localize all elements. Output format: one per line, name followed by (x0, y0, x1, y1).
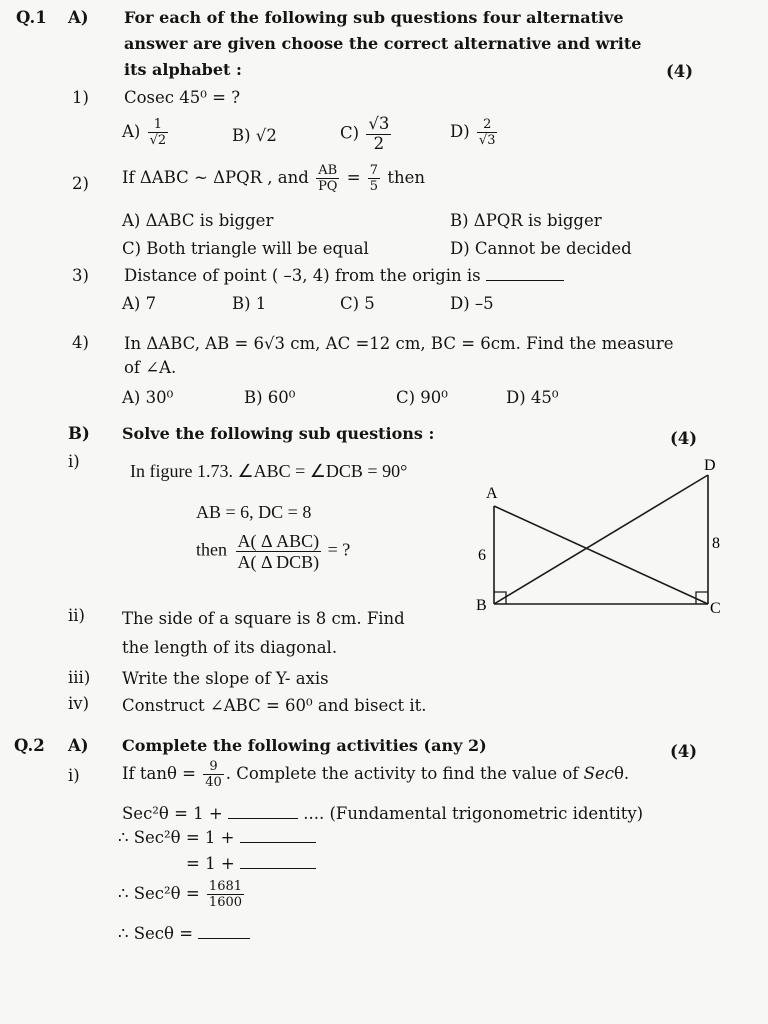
q2-label: Q.2 (14, 736, 45, 755)
question-text: In ΔABC, AB = 6√3 cm, AC =12 cm, BC = 6cm. Find the measure (124, 334, 674, 353)
length-ab: 6 (478, 547, 486, 564)
answer-blank[interactable] (228, 818, 298, 819)
option-b: B) 1 (232, 294, 267, 313)
activity-line-4: ∴ Sec²θ = $\frac{1681}{1600}$ (118, 879, 243, 910)
q1a-instruction-line3: its alphabet : (124, 60, 242, 79)
answer-blank[interactable] (240, 868, 316, 869)
label-d: D (704, 457, 716, 474)
q1-label: Q.1 (16, 8, 47, 27)
question-text: Cosec 45⁰ = ? (124, 88, 241, 107)
question-number: 2) (72, 174, 89, 193)
answer-blank[interactable] (198, 938, 250, 939)
q2a-instruction: Complete the following activities (any 2) (122, 736, 487, 755)
question-number: i) (68, 766, 80, 785)
activity-line-1: Sec²θ = 1 + .... (Fundamental trigonometric identity) (122, 804, 644, 823)
activity-line-2: ∴ Sec²θ = 1 + (118, 830, 316, 847)
q2a-marks: (4) (670, 742, 698, 761)
question-text-cont: of ∠A. (124, 358, 177, 377)
question-text: The side of a square is 8 cm. Find (122, 609, 405, 628)
question-text: Construct ∠ABC = 60⁰ and bisect it. (122, 696, 427, 715)
triangle-figure (470, 450, 740, 625)
option-d: D) Cannot be decided (450, 239, 632, 258)
length-dc: 8 (712, 535, 720, 552)
option-b: B) √2 (232, 126, 277, 145)
figure-statement: In figure 1.73. ∠ABC = ∠DCB = 90° (130, 461, 408, 481)
question-number: iv) (68, 694, 90, 713)
given-values: AB = 6, DC = 8 (196, 502, 312, 522)
option-d: D) –5 (450, 294, 494, 313)
question-number: iii) (68, 668, 91, 687)
activity-line-5: ∴ Secθ = (118, 926, 250, 943)
answer-blank[interactable] (486, 280, 564, 281)
label-b: B (476, 597, 487, 614)
activity-line-3: = 1 + (186, 856, 316, 873)
q1b-instruction: Solve the following sub questions : (122, 424, 435, 443)
label-c: C (710, 600, 721, 617)
question-text: Write the slope of Y- axis (122, 669, 329, 688)
label-a: A (486, 485, 498, 502)
question-text: If tanθ = $\frac{9}{40}$ . Complete the activity to find the value of Secθ. (122, 759, 630, 790)
option-a: A) ΔABC is bigger (122, 211, 274, 230)
question-text-cont: the length of its diagonal. (122, 638, 338, 657)
option-a: A) 30⁰ (122, 388, 174, 407)
question-number: i) (68, 452, 80, 471)
answer-blank[interactable] (240, 842, 316, 843)
q1a-instruction-line1: For each of the following sub questions four alternative (124, 8, 624, 27)
question-text: If ΔABC ~ ΔPQR , and $\frac{AB}{PQ}$ = $\frac{7}{5}$ then (122, 163, 425, 194)
option-c: C) 90⁰ (396, 388, 448, 407)
option-a: A) $\frac{1}{√2}$ (122, 117, 167, 148)
option-a: A) 7 (122, 294, 157, 313)
question-number: 1) (72, 88, 89, 107)
q1a-instruction-line2: answer are given choose the correct alternative and write (124, 34, 642, 53)
option-c: C) Both triangle will be equal (122, 239, 369, 258)
option-c: C) 5 (340, 294, 375, 313)
question-number: 3) (72, 266, 89, 285)
q1-part-b-label: B) (68, 424, 90, 443)
q1b-marks: (4) (670, 429, 698, 448)
question-text: Distance of point ( –3, 4) from the origin is (124, 268, 564, 285)
q2-part-a-label: A) (68, 736, 89, 755)
option-d: D) 45⁰ (506, 388, 559, 407)
question-number: ii) (68, 606, 85, 625)
q1a-marks: (4) (666, 62, 694, 81)
option-c: C) $\frac{√3}{2}$ (340, 114, 390, 153)
q1-part-a-label: A) (68, 8, 89, 27)
area-ratio-expression: then $\frac{\text{A( Δ ABC)}}{\text{A( Δ DCB)}}$ = ? (196, 531, 351, 572)
option-b: B) ΔPQR is bigger (450, 211, 602, 230)
question-number: 4) (72, 333, 89, 352)
option-d: D) $\frac{2}{√3}$ (450, 117, 496, 148)
option-b: B) 60⁰ (244, 388, 296, 407)
